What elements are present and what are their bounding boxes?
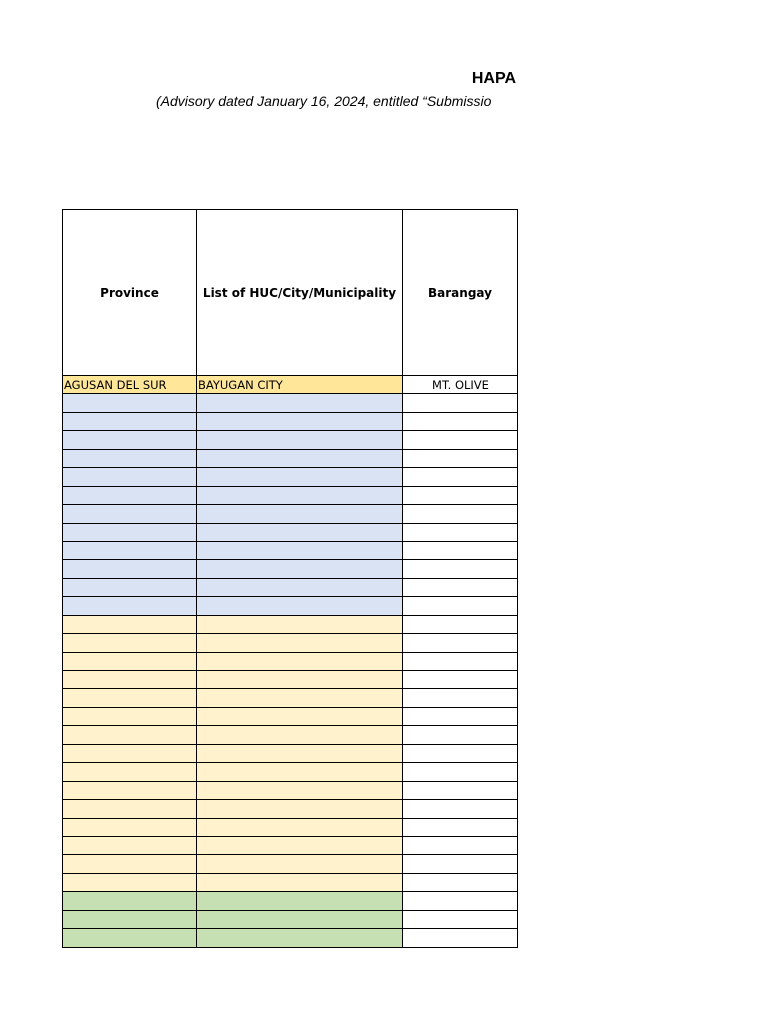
province-cell[interactable]	[63, 818, 197, 836]
table-row	[63, 597, 518, 615]
barangay-cell[interactable]	[403, 689, 518, 707]
barangay-cell[interactable]	[403, 431, 518, 449]
province-cell[interactable]	[63, 615, 197, 633]
barangay-cell[interactable]	[403, 707, 518, 725]
city-municipality-cell[interactable]	[197, 578, 403, 596]
province-cell[interactable]	[63, 744, 197, 762]
barangay-cell[interactable]	[403, 781, 518, 799]
province-cell[interactable]	[63, 671, 197, 689]
table-row	[63, 468, 518, 486]
barangay-cell[interactable]	[403, 744, 518, 762]
barangay-cell[interactable]: MT. OLIVE	[403, 376, 518, 394]
province-cell[interactable]	[63, 634, 197, 652]
province-cell[interactable]	[63, 505, 197, 523]
city-municipality-cell[interactable]	[197, 910, 403, 928]
province-cell[interactable]	[63, 763, 197, 781]
page-subtitle: (Advisory dated January 16, 2024, entitled “Submissio	[156, 93, 492, 109]
table-row	[63, 486, 518, 504]
table-row	[63, 541, 518, 559]
barangay-cell[interactable]	[403, 873, 518, 891]
city-municipality-cell[interactable]	[197, 781, 403, 799]
barangay-cell[interactable]	[403, 541, 518, 559]
province-cell[interactable]	[63, 836, 197, 854]
table-row	[63, 560, 518, 578]
barangay-cell[interactable]	[403, 449, 518, 467]
barangay-cell[interactable]	[403, 634, 518, 652]
table-row	[63, 505, 518, 523]
city-municipality-cell[interactable]	[197, 763, 403, 781]
province-cell[interactable]: AGUSAN DEL SUR	[63, 376, 197, 394]
table-body	[63, 376, 518, 948]
barangay-cell[interactable]	[403, 597, 518, 615]
table-row	[63, 763, 518, 781]
city-municipality-cell[interactable]: BAYUGAN CITY	[197, 376, 403, 394]
city-municipality-cell[interactable]	[197, 929, 403, 947]
province-cell[interactable]	[63, 707, 197, 725]
city-municipality-cell[interactable]	[197, 431, 403, 449]
province-cell[interactable]	[63, 597, 197, 615]
column-header-province: Province	[63, 210, 197, 376]
city-municipality-cell[interactable]	[197, 468, 403, 486]
city-municipality-cell[interactable]	[197, 671, 403, 689]
province-cell[interactable]	[63, 892, 197, 910]
barangay-cell[interactable]	[403, 836, 518, 854]
table-row	[63, 376, 518, 394]
barangay-cell[interactable]	[403, 910, 518, 928]
table-row	[63, 412, 518, 430]
city-municipality-cell[interactable]	[197, 800, 403, 818]
province-cell[interactable]	[63, 523, 197, 541]
city-municipality-cell[interactable]	[197, 652, 403, 670]
barangay-cell[interactable]	[403, 800, 518, 818]
table-row	[63, 652, 518, 670]
city-municipality-cell[interactable]	[197, 486, 403, 504]
barangay-cell[interactable]	[403, 892, 518, 910]
province-cell[interactable]	[63, 781, 197, 799]
barangay-cell[interactable]	[403, 615, 518, 633]
table-row	[63, 689, 518, 707]
city-municipality-cell[interactable]	[197, 615, 403, 633]
city-municipality-cell[interactable]	[197, 634, 403, 652]
table-row	[63, 523, 518, 541]
table-row	[63, 726, 518, 744]
province-cell[interactable]	[63, 873, 197, 891]
province-cell[interactable]	[63, 431, 197, 449]
city-municipality-cell[interactable]	[197, 597, 403, 615]
barangay-cell[interactable]	[403, 412, 518, 430]
table-row	[63, 744, 518, 762]
province-cell[interactable]	[63, 855, 197, 873]
barangay-cell[interactable]	[403, 726, 518, 744]
barangay-cell[interactable]	[403, 505, 518, 523]
table-row	[63, 929, 518, 947]
city-municipality-cell[interactable]	[197, 836, 403, 854]
barangay-cell[interactable]	[403, 394, 518, 412]
barangay-cell[interactable]	[403, 468, 518, 486]
province-cell[interactable]	[63, 394, 197, 412]
barangay-table	[62, 209, 518, 948]
table-row	[63, 855, 518, 873]
city-municipality-cell[interactable]	[197, 707, 403, 725]
city-municipality-cell[interactable]	[197, 855, 403, 873]
barangay-cell[interactable]	[403, 578, 518, 596]
city-municipality-cell[interactable]	[197, 541, 403, 559]
table-row	[63, 431, 518, 449]
table-row	[63, 910, 518, 928]
barangay-cell[interactable]	[403, 855, 518, 873]
city-municipality-cell[interactable]	[197, 726, 403, 744]
table-row	[63, 818, 518, 836]
table-row	[63, 634, 518, 652]
table-row	[63, 707, 518, 725]
table-row	[63, 781, 518, 799]
table-row	[63, 836, 518, 854]
province-cell[interactable]	[63, 652, 197, 670]
table-row	[63, 578, 518, 596]
page-title: HAPA	[471, 70, 516, 87]
city-municipality-cell[interactable]	[197, 560, 403, 578]
table-row	[63, 615, 518, 633]
province-cell[interactable]	[63, 412, 197, 430]
province-cell[interactable]	[63, 468, 197, 486]
table-row	[63, 873, 518, 891]
table-row	[63, 800, 518, 818]
barangay-cell[interactable]	[403, 523, 518, 541]
table-row	[63, 394, 518, 412]
city-municipality-cell[interactable]	[197, 449, 403, 467]
barangay-cell[interactable]	[403, 818, 518, 836]
table-header-row	[63, 210, 518, 376]
province-cell[interactable]	[63, 578, 197, 596]
table-row	[63, 671, 518, 689]
barangay-cell[interactable]	[403, 763, 518, 781]
province-cell[interactable]	[63, 929, 197, 947]
city-municipality-cell[interactable]	[197, 873, 403, 891]
table-row	[63, 449, 518, 467]
city-municipality-cell[interactable]	[197, 689, 403, 707]
province-cell[interactable]	[63, 560, 197, 578]
city-municipality-cell[interactable]	[197, 892, 403, 910]
city-municipality-cell[interactable]	[197, 523, 403, 541]
province-cell[interactable]	[63, 449, 197, 467]
barangay-cell[interactable]	[403, 652, 518, 670]
city-municipality-cell[interactable]	[197, 394, 403, 412]
city-municipality-cell[interactable]	[197, 412, 403, 430]
column-header-barangay: Barangay	[403, 210, 518, 376]
barangay-cell[interactable]	[403, 560, 518, 578]
city-municipality-cell[interactable]	[197, 818, 403, 836]
city-municipality-cell[interactable]	[197, 505, 403, 523]
province-cell[interactable]	[63, 689, 197, 707]
province-cell[interactable]	[63, 726, 197, 744]
barangay-cell[interactable]	[403, 929, 518, 947]
province-cell[interactable]	[63, 486, 197, 504]
barangay-cell[interactable]	[403, 671, 518, 689]
column-header-city-municipality: List of HUC/City/Municipality	[197, 210, 403, 376]
province-cell[interactable]	[63, 800, 197, 818]
province-cell[interactable]	[63, 541, 197, 559]
barangay-cell[interactable]	[403, 486, 518, 504]
table-row	[63, 892, 518, 910]
city-municipality-cell[interactable]	[197, 744, 403, 762]
province-cell[interactable]	[63, 910, 197, 928]
